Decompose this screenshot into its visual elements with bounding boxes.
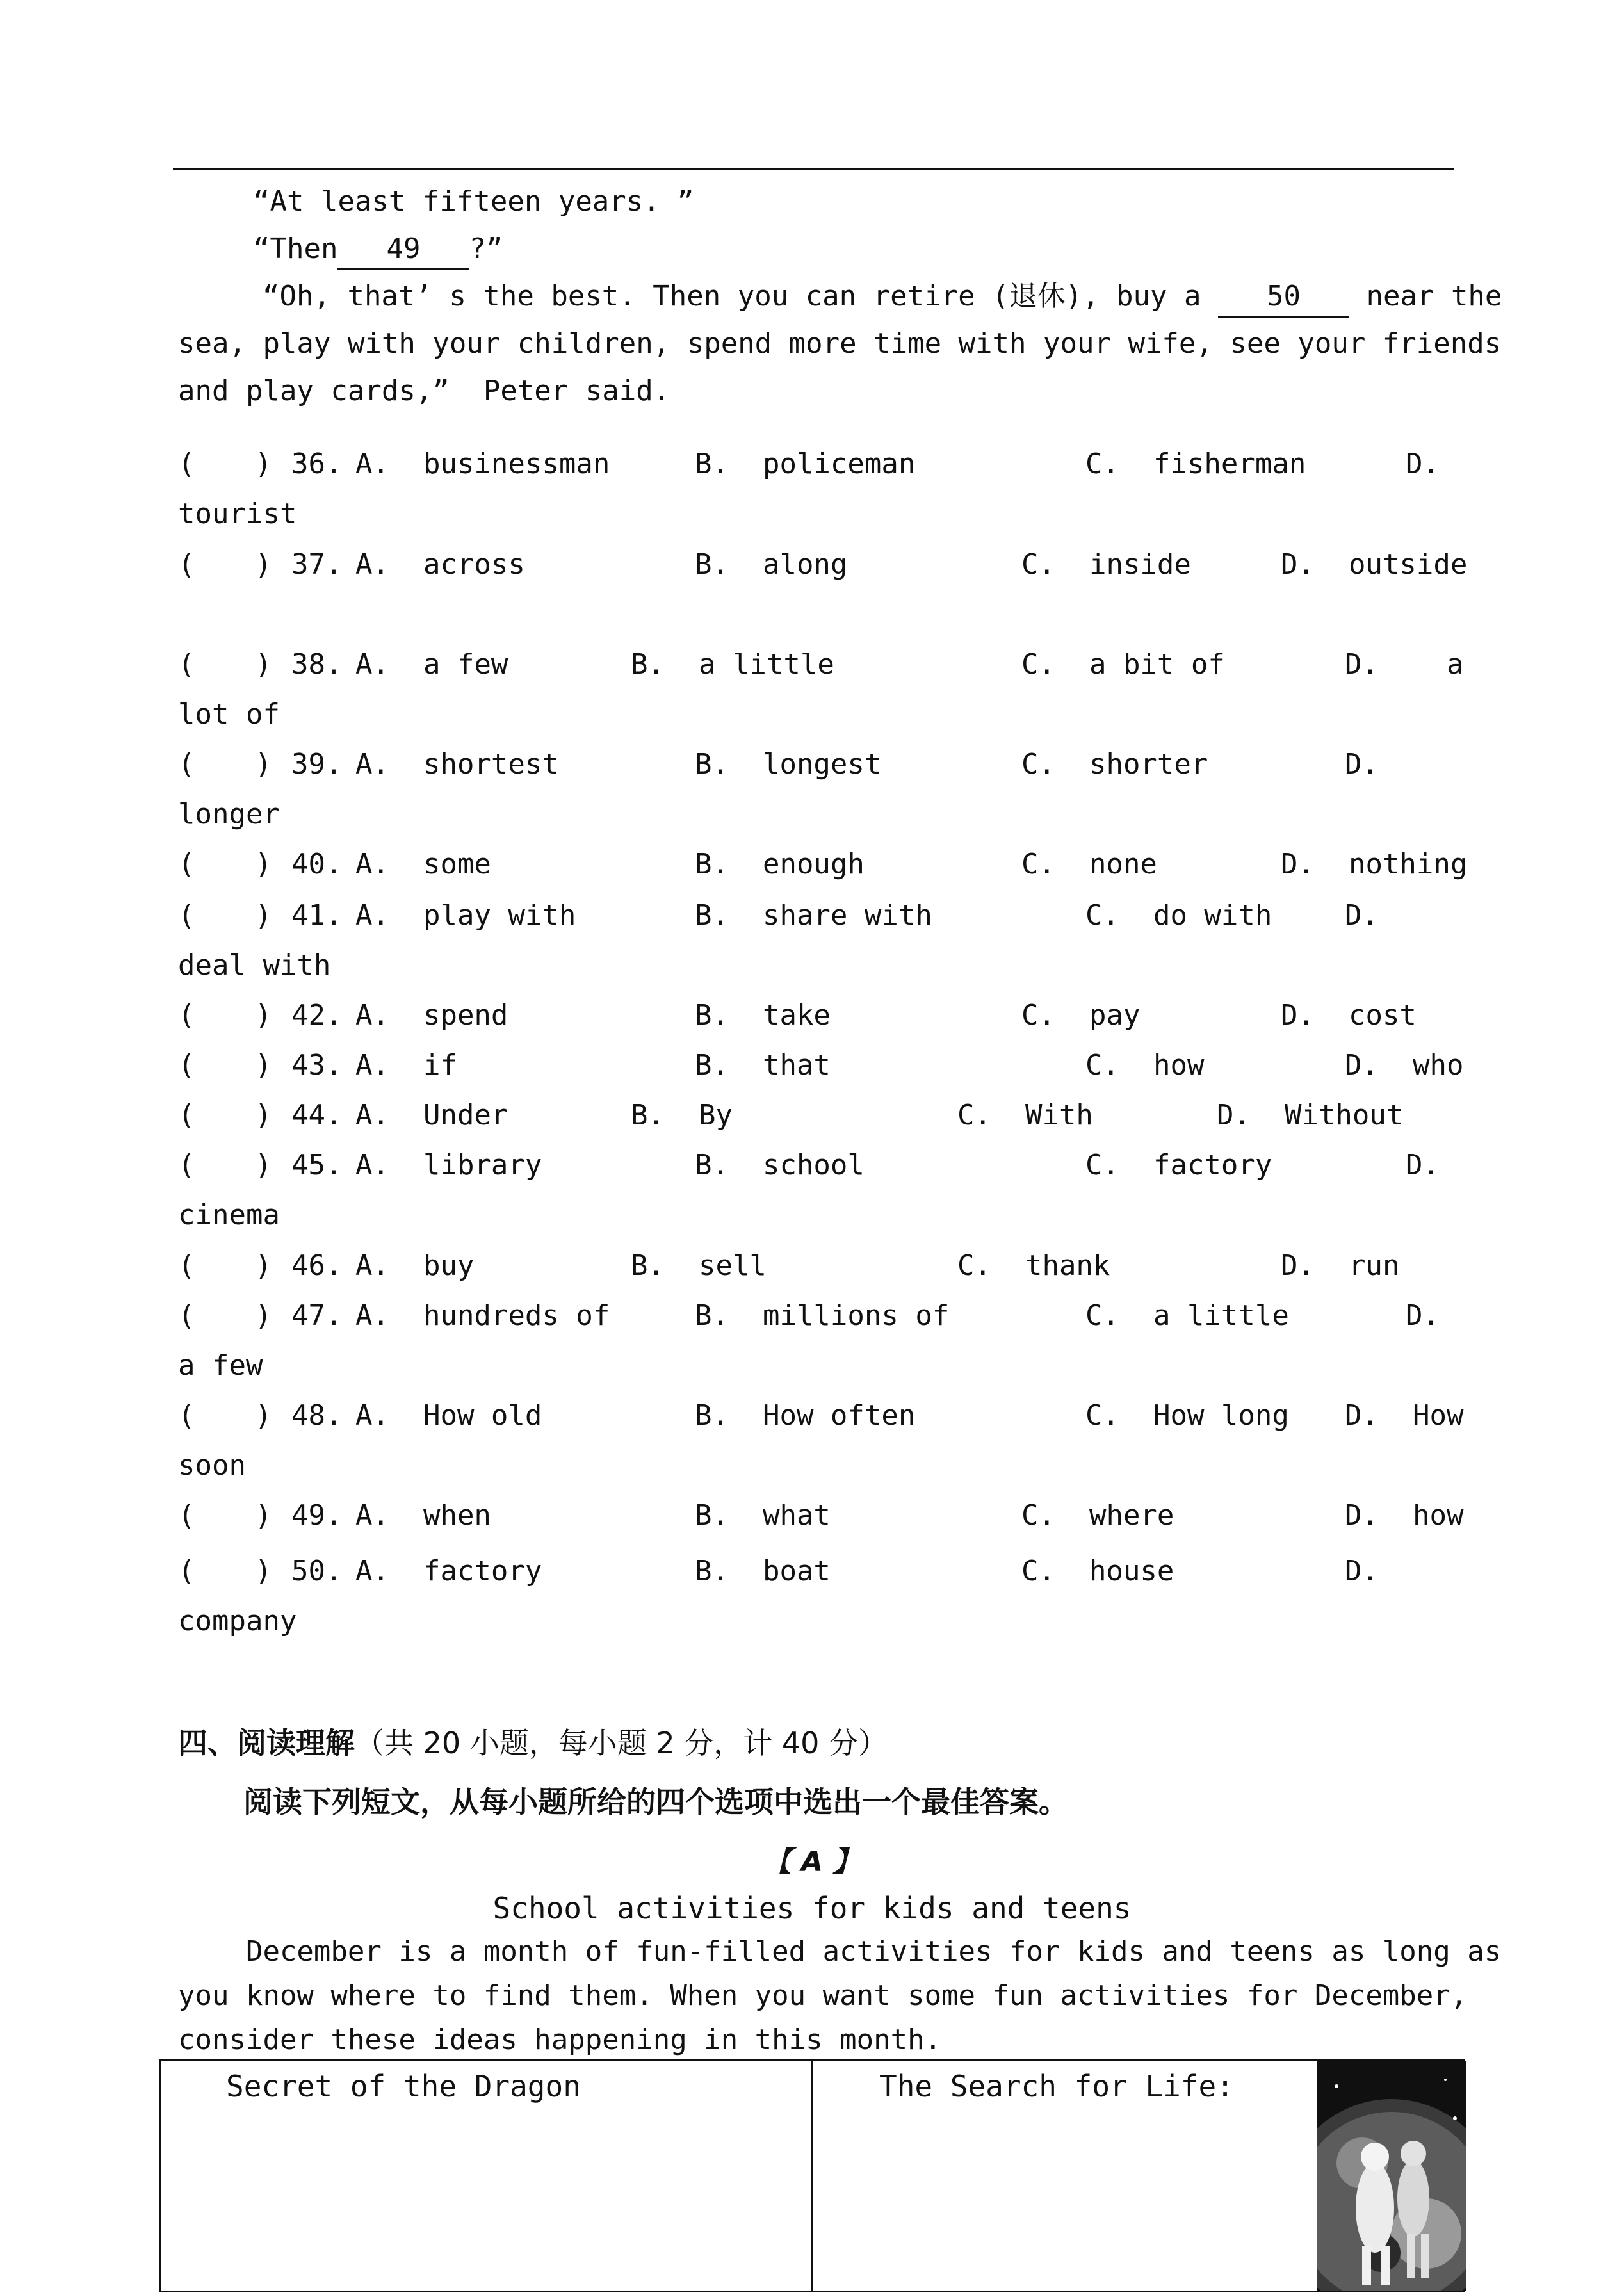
question-number: 49. <box>291 1499 343 1532</box>
question-number: 41. <box>291 899 343 932</box>
question-close-paren: ) <box>255 1249 272 1282</box>
dialogue-line-2 <box>253 230 503 270</box>
dialogue-line-1: “At least fifteen years. ” <box>253 185 694 218</box>
option-d: D. outside <box>1281 548 1468 581</box>
option-b: B. a little <box>631 648 834 681</box>
option-b: B. school <box>695 1149 865 1181</box>
question-open-paren: ( <box>178 1049 195 1082</box>
passage-title: School activities for kids and teens <box>492 1891 1132 1926</box>
option-a: A. play with <box>355 899 576 932</box>
dialogue-line-2-post: ?” <box>469 232 503 265</box>
option-b: B. share with <box>695 899 932 932</box>
question-number: 50. <box>291 1555 343 1587</box>
option-d-continued: deal with <box>178 949 331 982</box>
option-a: A. How old <box>355 1399 542 1432</box>
section-heading <box>178 1724 888 1762</box>
option-b: B. boat <box>695 1555 831 1587</box>
option-d-continued: cinema <box>178 1199 280 1231</box>
option-d: D. a <box>1345 648 1464 681</box>
option-c: C. house <box>1021 1555 1174 1587</box>
question-close-paren: ) <box>255 848 272 880</box>
question-close-paren: ) <box>255 1149 272 1181</box>
passage-paragraph-line-2: you know where to find them. When you want some fun activities for December, <box>178 1979 1468 2012</box>
option-d: D. <box>1406 448 1440 480</box>
table-left-title: Secret of the Dragon <box>226 2069 581 2104</box>
question-open-paren: ( <box>178 548 195 581</box>
question-open-paren: ( <box>178 1499 195 1532</box>
option-c: C. fisherman <box>1085 448 1306 480</box>
question-close-paren: ) <box>255 1049 272 1082</box>
option-d: D. How <box>1345 1399 1464 1432</box>
option-a: A. factory <box>355 1555 542 1587</box>
question-open-paren: ( <box>178 1299 195 1332</box>
option-d-continued: tourist <box>178 498 297 530</box>
option-d: D. cost <box>1281 999 1417 1032</box>
option-c: C. a little <box>1085 1299 1289 1332</box>
dialogue-line-3-pre: “Oh, that’ s the best. Then you can retire ( <box>263 280 1009 312</box>
option-d: D. how <box>1345 1499 1464 1532</box>
activity-table <box>159 2059 1465 2292</box>
option-a: A. spend <box>355 999 508 1032</box>
option-c: C. pay <box>1021 999 1141 1032</box>
passage-label: 【 A 】 <box>763 1845 861 1878</box>
question-close-paren: ) <box>255 899 272 932</box>
option-d: D. <box>1345 1555 1379 1587</box>
option-a: A. across <box>355 548 525 581</box>
option-c: C. do with <box>1085 899 1272 932</box>
option-b: B. enough <box>695 848 865 880</box>
question-close-paren: ) <box>255 1299 272 1332</box>
question-open-paren: ( <box>178 648 195 681</box>
option-a: A. hundreds of <box>355 1299 610 1332</box>
option-d: D. Without <box>1217 1099 1404 1131</box>
option-c: C. shorter <box>1021 748 1208 781</box>
option-c: C. a bit of <box>1021 648 1225 681</box>
option-d-continued: company <box>178 1605 297 1637</box>
option-b: B. along <box>695 548 848 581</box>
option-b: B. How often <box>695 1399 916 1432</box>
table-right-title: The Search for Life: <box>879 2069 1234 2104</box>
option-d-continued: lot of <box>178 698 280 731</box>
question-close-paren: ) <box>255 1555 272 1587</box>
question-open-paren: ( <box>178 999 195 1032</box>
question-close-paren: ) <box>255 1399 272 1432</box>
option-a: A. if <box>355 1049 457 1082</box>
option-a: A. Under <box>355 1099 508 1131</box>
header-rule <box>173 168 1454 170</box>
option-d: D. <box>1406 1149 1440 1181</box>
option-c: C. thank <box>957 1249 1110 1282</box>
question-open-paren: ( <box>178 748 195 781</box>
dialogue-line-4: sea, play with your children, spend more time with your wife, see your friends <box>178 327 1502 360</box>
question-open-paren: ( <box>178 1149 195 1181</box>
question-open-paren: ( <box>178 1555 195 1587</box>
question-number: 36. <box>291 448 343 480</box>
option-b: B. policeman <box>695 448 916 480</box>
question-number: 38. <box>291 648 343 681</box>
option-c: C. none <box>1021 848 1157 880</box>
question-close-paren: ) <box>255 999 272 1032</box>
option-b: B. longest <box>695 748 882 781</box>
option-a: A. businessman <box>355 448 610 480</box>
option-a: A. when <box>355 1499 491 1532</box>
option-b: B. what <box>695 1499 831 1532</box>
space-picture <box>1317 2061 1466 2291</box>
blank-49: 49 <box>337 230 469 270</box>
question-open-paren: ( <box>178 899 195 932</box>
option-c: C. With <box>957 1099 1093 1131</box>
question-close-paren: ) <box>255 748 272 781</box>
option-b: B. millions of <box>695 1299 950 1332</box>
option-b: B. take <box>695 999 831 1032</box>
option-c: C. how <box>1085 1049 1205 1082</box>
question-close-paren: ) <box>255 448 272 480</box>
option-d: D. <box>1406 1299 1440 1332</box>
dialogue-line-3 <box>263 277 1502 318</box>
option-c: C. How long <box>1085 1399 1289 1432</box>
section-instruction: 阅读下列短文，从每小题所给的四个选项中选出一个最佳答案。 <box>243 1785 1068 1819</box>
dialogue-line-3-post: near the <box>1349 280 1502 312</box>
option-c: C. where <box>1021 1499 1174 1532</box>
question-number: 40. <box>291 848 343 880</box>
option-b: B. sell <box>631 1249 767 1282</box>
section-heading-note: （共 20 小题，每小题 2 分，计 40 分） <box>355 1726 888 1760</box>
option-d-continued: soon <box>178 1449 246 1482</box>
option-a: A. a few <box>355 648 508 681</box>
question-number: 43. <box>291 1049 343 1082</box>
option-d: D. <box>1345 748 1379 781</box>
option-d: D. run <box>1281 1249 1400 1282</box>
question-close-paren: ) <box>255 648 272 681</box>
question-number: 47. <box>291 1299 343 1332</box>
question-number: 46. <box>291 1249 343 1282</box>
question-close-paren: ) <box>255 548 272 581</box>
question-number: 48. <box>291 1399 343 1432</box>
question-open-paren: ( <box>178 1099 195 1131</box>
question-close-paren: ) <box>255 1099 272 1131</box>
question-number: 39. <box>291 748 343 781</box>
passage-paragraph-line-1: December is a month of fun-filled activities for kids and teens as long as <box>178 1935 1502 1968</box>
question-number: 45. <box>291 1149 343 1181</box>
dialogue-line-2-pre: “Then <box>253 232 338 265</box>
table-divider <box>811 2061 813 2291</box>
option-b: B. that <box>695 1049 831 1082</box>
dialogue-line-3-mid: ), buy a <box>1065 280 1218 312</box>
option-d: D. who <box>1345 1049 1464 1082</box>
question-close-paren: ) <box>255 1499 272 1532</box>
question-open-paren: ( <box>178 1399 195 1432</box>
option-a: A. shortest <box>355 748 559 781</box>
section-heading-title: 四、阅读理解 <box>178 1726 355 1760</box>
option-a: A. library <box>355 1149 542 1181</box>
option-d: D. <box>1345 899 1379 932</box>
option-c: C. inside <box>1021 548 1191 581</box>
question-open-paren: ( <box>178 1249 195 1282</box>
option-a: A. buy <box>355 1249 475 1282</box>
dialogue-line-3-cjk: 退休 <box>1009 280 1066 312</box>
option-d: D. nothing <box>1281 848 1468 880</box>
question-number: 37. <box>291 548 343 581</box>
blank-50: 50 <box>1218 277 1349 318</box>
passage-paragraph-line-3: consider these ideas happening in this month. <box>178 2023 942 2056</box>
question-open-paren: ( <box>178 448 195 480</box>
option-c: C. factory <box>1085 1149 1272 1181</box>
question-number: 42. <box>291 999 343 1032</box>
option-d-continued: a few <box>178 1349 263 1382</box>
space-picture-art <box>1317 2061 1466 2291</box>
question-open-paren: ( <box>178 848 195 880</box>
option-b: B. By <box>631 1099 733 1131</box>
question-number: 44. <box>291 1099 343 1131</box>
option-a: A. some <box>355 848 491 880</box>
option-d-continued: longer <box>178 798 280 831</box>
dialogue-line-5: and play cards,” Peter said. <box>178 375 670 407</box>
